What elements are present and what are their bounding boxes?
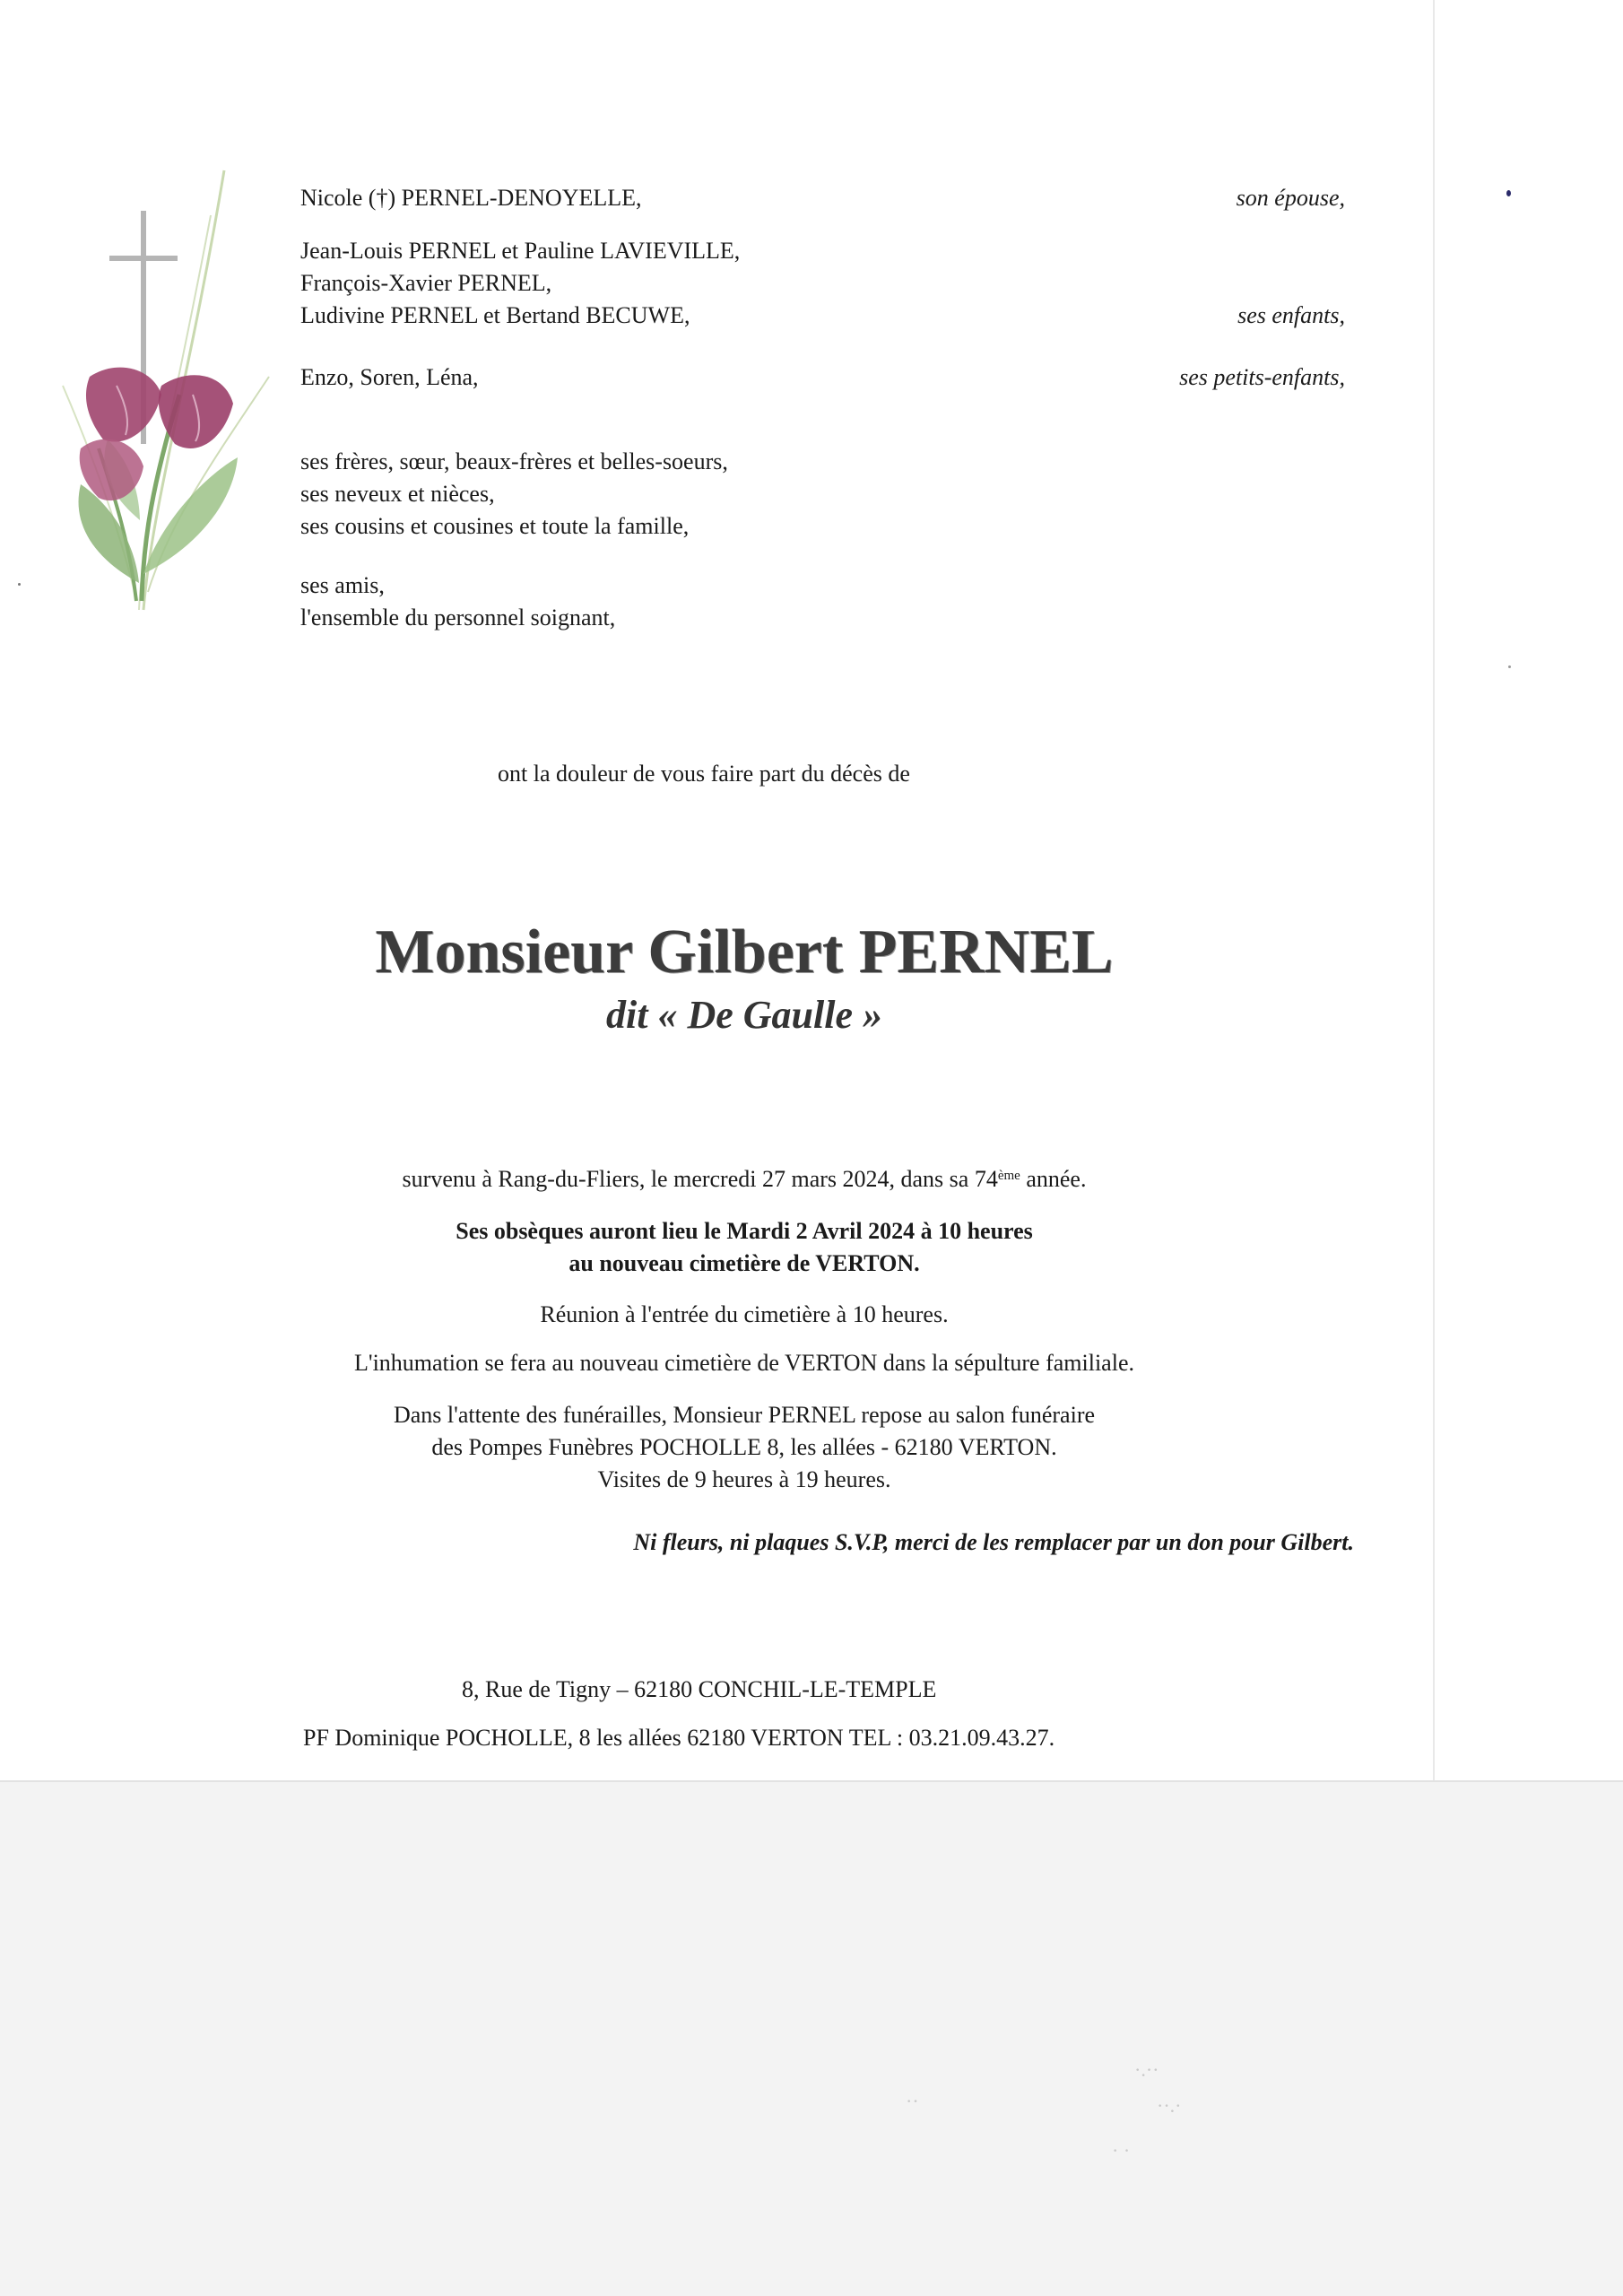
deceased-name: Monsieur Gilbert PERNEL	[375, 918, 1114, 987]
deceased-nickname: dit « De Gaulle »	[606, 993, 882, 1037]
children-relation: ses enfants,	[1237, 302, 1345, 328]
death-notice: survenu à Rang-du-Fliers, le mercredi 27 mars 2024, dans sa 74ème année.	[402, 1166, 1087, 1192]
scan-speck	[1508, 665, 1511, 668]
scan-speck	[1506, 190, 1511, 196]
cross-and-calla-lily-icon	[54, 161, 278, 628]
relatives-line-2: ses neveux et nièces,	[300, 481, 495, 507]
visit-hours: Visites de 9 heures à 19 heures.	[597, 1466, 891, 1492]
child-name-2: François-Xavier PERNEL,	[300, 270, 552, 296]
rest-line-1: Dans l'attente des funérailles, Monsieur PERNEL repose au salon funéraire	[393, 1402, 1096, 1428]
funeral-home-contact: PF Dominique POCHOLLE, 8 les allées 62180 VERTON TEL : 03.21.09.43.27.	[303, 1725, 1055, 1751]
scan-smudge: ··.·	[1157, 2094, 1182, 2117]
spouse-relation: son épouse,	[1236, 185, 1345, 211]
burial-info: L'inhumation se fera au nouveau cimetière de VERTON dans la sépulture familiale.	[354, 1350, 1134, 1376]
card-bottom-edge	[0, 1780, 1623, 1782]
grandchildren-names: Enzo, Soren, Léna,	[300, 364, 479, 390]
announcement: ont la douleur de vous faire part du décès de	[498, 761, 910, 787]
scan-smudge: · ·	[1112, 2139, 1131, 2161]
scan-speck	[18, 583, 21, 586]
scan-smudge: ··	[906, 2090, 919, 2112]
child-name-3: Ludivine PERNEL et Bertand BECUWE,	[300, 302, 690, 328]
funeral-line-2: au nouveau cimetière de VERTON.	[568, 1250, 920, 1276]
scan-smudge: ·.··	[1134, 2058, 1159, 2081]
card-edge	[1433, 0, 1435, 1780]
rest-line-2: des Pompes Funèbres POCHOLLE 8, les allées - 62180 VERTON.	[431, 1434, 1057, 1460]
family-address: 8, Rue de Tigny – 62180 CONCHIL-LE-TEMPLE	[462, 1676, 937, 1702]
flowers-note: Ni fleurs, ni plaques S.V.P, merci de les remplacer par un don pour Gilbert.	[633, 1529, 1354, 1555]
relatives-line-3: ses cousins et cousines et toute la famille,	[300, 513, 690, 539]
meeting-info: Réunion à l'entrée du cimetière à 10 heures.	[540, 1301, 949, 1327]
scan-background	[0, 1780, 1623, 2296]
spouse-name: Nicole (†) PERNEL-DENOYELLE,	[300, 185, 642, 211]
grandchildren-relation: ses petits-enfants,	[1179, 364, 1345, 390]
friends-line-2: l'ensemble du personnel soignant,	[300, 604, 616, 631]
child-name-1: Jean-Louis PERNEL et Pauline LAVIEVILLE,	[300, 238, 741, 264]
funeral-line-1: Ses obsèques auront lieu le Mardi 2 Avril 2024 à 10 heures	[456, 1218, 1033, 1244]
friends-line-1: ses amis,	[300, 572, 385, 598]
relatives-line-1: ses frères, sœur, beaux-frères et belles-soeurs,	[300, 448, 728, 474]
